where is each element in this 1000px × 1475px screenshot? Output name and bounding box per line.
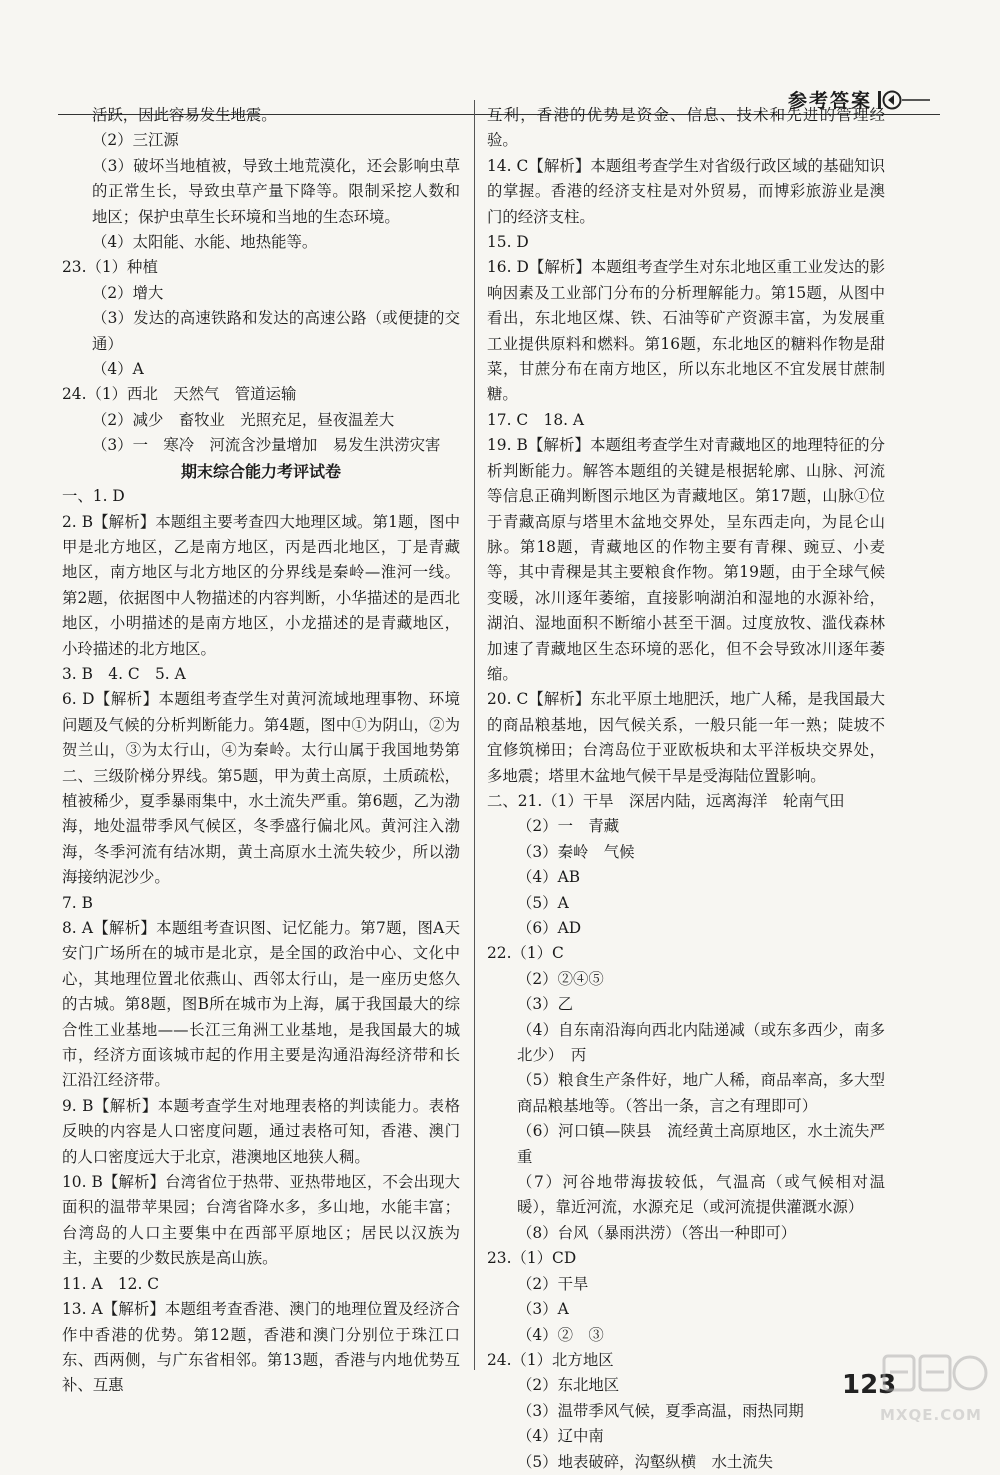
answer-line: （4）② ③ xyxy=(517,1325,604,1344)
answer-line: （3）温带季风气候，夏季高温，雨热同期 xyxy=(517,1401,804,1420)
answer-line: （8）台风（暴雨洪涝）（答出一种即可） xyxy=(517,1223,797,1242)
answer-line: 23.（1）CD xyxy=(487,1249,577,1268)
left-column xyxy=(62,103,460,1399)
answer-line: （2）一 青藏 xyxy=(517,817,620,836)
answer-line: （3）A xyxy=(517,1300,569,1319)
answer-line: （3）发达的高速铁路和发达的高速公路（或便捷的交通） xyxy=(92,309,460,353)
answer-line: （7）河谷地带海拔较低，气温高（或气候相对温暖），靠近河流，水源充足（或河流提供灌溉水源） xyxy=(517,1173,885,1217)
arrow-logo-icon xyxy=(878,90,930,110)
answer-line: （2）②④⑤ xyxy=(517,969,604,988)
answer-line: 23.（1）种植 xyxy=(62,258,158,277)
answer-line: （2）干旱 xyxy=(517,1274,589,1293)
answer-line: 13. A【解析】本题组考查香港、澳门的地理位置及经济合作中香港的优势。第12题，香港和澳门分别位于珠江口东、西两侧，与广东省相邻。第13题，香港与内地优势互补、互惠 xyxy=(62,1300,460,1395)
section-title: 期末综合能力考评试卷 xyxy=(180,461,341,481)
answer-line: （2）东北地区 xyxy=(517,1376,620,1395)
answer-line: （3）秦岭 气候 xyxy=(517,842,635,861)
answer-line: （3）破坏当地植被，导致土地荒漠化，还会影响虫草的正常生长，导致虫草产量下降等。限制采挖人数和地区；保护虫草生长环境和当地的生态环境。 xyxy=(92,156,460,226)
answer-line: （5）粮食生产条件好，地广人稀，商品率高，多大型商品粮基地等。（答出一条，言之有理即可） xyxy=(517,1071,885,1115)
answer-line: 7. B xyxy=(62,893,93,912)
answer-line: 二、21.（1）干旱 深居内陆，远离海洋 轮南气田 xyxy=(487,791,845,810)
answer-line: 9. B【解析】本题考查学生对地理表格的判读能力。表格反映的内容是人口密度问题，通过表格可知，香港、澳门的人口密度远大于北京，港澳地区地狭人稠。 xyxy=(62,1096,460,1166)
answer-line: 10. B【解析】台湾省位于热带、亚热带地区，不会出现大面积的温带苹果园；台湾省降水多，多山地，水能丰富；台湾岛的人口主要集中在西部平原地区；居民以汉族为主，主要的少数民族是高山族。 xyxy=(62,1173,460,1268)
answer-line: （4）辽中南 xyxy=(517,1427,604,1446)
answer-line: 20. C【解析】东北平原土地肥沃，地广人稀，是我国最大的商品粮基地，因气候关系，一般只能一年一熟；陡坡不宜修筑梯田；台湾岛位于亚欧板块和太平洋板块交界处，多地震；塔里木盆地气候干旱是受海陆位置影响。 xyxy=(487,690,885,785)
answer-line: （2）三江源 xyxy=(92,131,179,150)
answer-line: （3）一 寒冷 河流含沙量增加 易发生洪涝灾害 xyxy=(92,436,441,455)
answer-line: 2. B【解析】本题组主要考查四大地理区域。第1题，图中甲是北方地区，乙是南方地区，丙是西北地区，丁是青藏地区，南方地区与北方地区的分界线是秦岭—淮河一线。第2题，依据图中人物描述的内容判断，小华描述的是西北地区，小明描述的是南方地区，小龙描述的是青藏地区，小玲描述的北方地区。 xyxy=(62,512,460,658)
answer-line: 互利，香港的优势是资金、信息、技术和先进的管理经验。 xyxy=(487,106,885,150)
answer-line: 6. D【解析】本题组考查学生对黄河流域地理事物、环境问题及气候的分析判断能力。第4题，图中①为阴山，②为贺兰山，③为太行山，④为秦岭。太行山属于我国地势第二、三级阶梯分界线。第5题，甲为黄土高原，土质疏松，植被稀少，夏季暴雨集中，水土流失严重。第6题，乙为渤海，地处温带季风气候区，冬季盛行偏北风。黄河注入渤海，冬季河流有结冰期，黄土高原水土流失较少，所以渤海接纳泥沙少。 xyxy=(62,690,460,887)
answer-line: 16. D【解析】本题组考查学生对东北地区重工业发达的影响因素及工业部门分布的分析理解能力。第15题，从图中看出，东北地区煤、铁、石油等矿产资源丰富，为发展重工业提供原料和燃料。第16题，东北地区的糖料作物是甜菜，甘蔗分布在南方地区，所以东北地区不宜发展甘蔗制糖。 xyxy=(487,258,885,404)
watermark-text: MXQE.COM xyxy=(880,1406,982,1424)
answer-line: 8. A【解析】本题组考查识图、记忆能力。第7题，图A天安门广场所在的城市是北京，是全国的政治中心、文化中心，其地理位置北依燕山、西邻太行山，是一座历史悠久的古城。第8题，图B所在城市为上海，属于我国最大的综合性工业基地——长江三角洲工业基地，是我国最大的城市，经济方面该城市起的作用主要是沟通沿海经济带和长江沿江经济带。 xyxy=(62,919,460,1090)
right-column xyxy=(487,103,885,1475)
answer-line: 24.（1）北方地区 xyxy=(487,1350,614,1369)
answer-line: （5）地表破碎，沟壑纵横 水土流失 xyxy=(517,1452,774,1471)
answer-line: 11. A 12. C xyxy=(62,1274,160,1293)
answer-line: （2）减少 畜牧业 光照充足，昼夜温差大 xyxy=(92,410,395,429)
answer-line: （6）AD xyxy=(517,919,582,937)
answer-line: （4）AB xyxy=(517,868,580,887)
answer-line: 24.（1）西北 天然气 管道运输 xyxy=(62,385,297,404)
watermark-logo xyxy=(880,1352,990,1432)
answer-line: （3）乙 xyxy=(517,995,573,1014)
answer-line: 22.（1）C xyxy=(487,944,564,963)
page-number: 123 xyxy=(842,1370,897,1400)
answer-line: （4）太阳能、水能、地热能等。 xyxy=(92,233,318,252)
header-title: 参考答案 xyxy=(787,90,872,112)
answer-line: （6）河口镇—陕县 流经黄土高原地区，水土流失严重 xyxy=(517,1122,885,1166)
answer-line: 一、1. D xyxy=(62,487,125,506)
answer-line: （5）A xyxy=(517,893,569,912)
answer-line: 14. C【解析】本题组考查学生对省级行政区域的基础知识的掌握。香港的经济支柱是对外贸易，而博彩旅游业是澳门的经济支柱。 xyxy=(487,156,885,226)
answer-line: （4）A xyxy=(92,360,144,379)
answer-line: （2）增大 xyxy=(92,283,164,302)
answer-line: 3. B 4. C 5. A xyxy=(62,664,186,683)
answer-line: 19. B【解析】本题组考查学生对青藏地区的地理特征的分析判断能力。解答本题组的关键是根据轮廓、山脉、河流等信息正确判断图示地区为青藏地区。第17题，山脉①位于青藏高原与塔里木盆地交界处，呈东西走向，为昆仑山脉。第18题，青藏地区的作物主要有青稞、豌豆、小麦等，其中青稞是其主要粮食作物。第19题，由于全球气候变暖，冰川逐年萎缩，直接影响湖泊和湿地的水源补给，湖泊、湿地面积不断缩小甚至干涸。过度放牧、滥伐森林加速了青藏地区生态环境的恶化，但不会导致冰川逐年萎缩。 xyxy=(487,436,885,683)
answer-line: （4）自东南沿海向西北内陆递减（或东多西少，南多北少） 丙 xyxy=(517,1020,885,1065)
column-divider xyxy=(474,100,475,1370)
answer-line: 活跃，因此容易发生地震。 xyxy=(92,106,277,124)
answer-line: 17. C 18. A xyxy=(487,410,585,429)
answer-line: 15. D xyxy=(487,233,529,252)
